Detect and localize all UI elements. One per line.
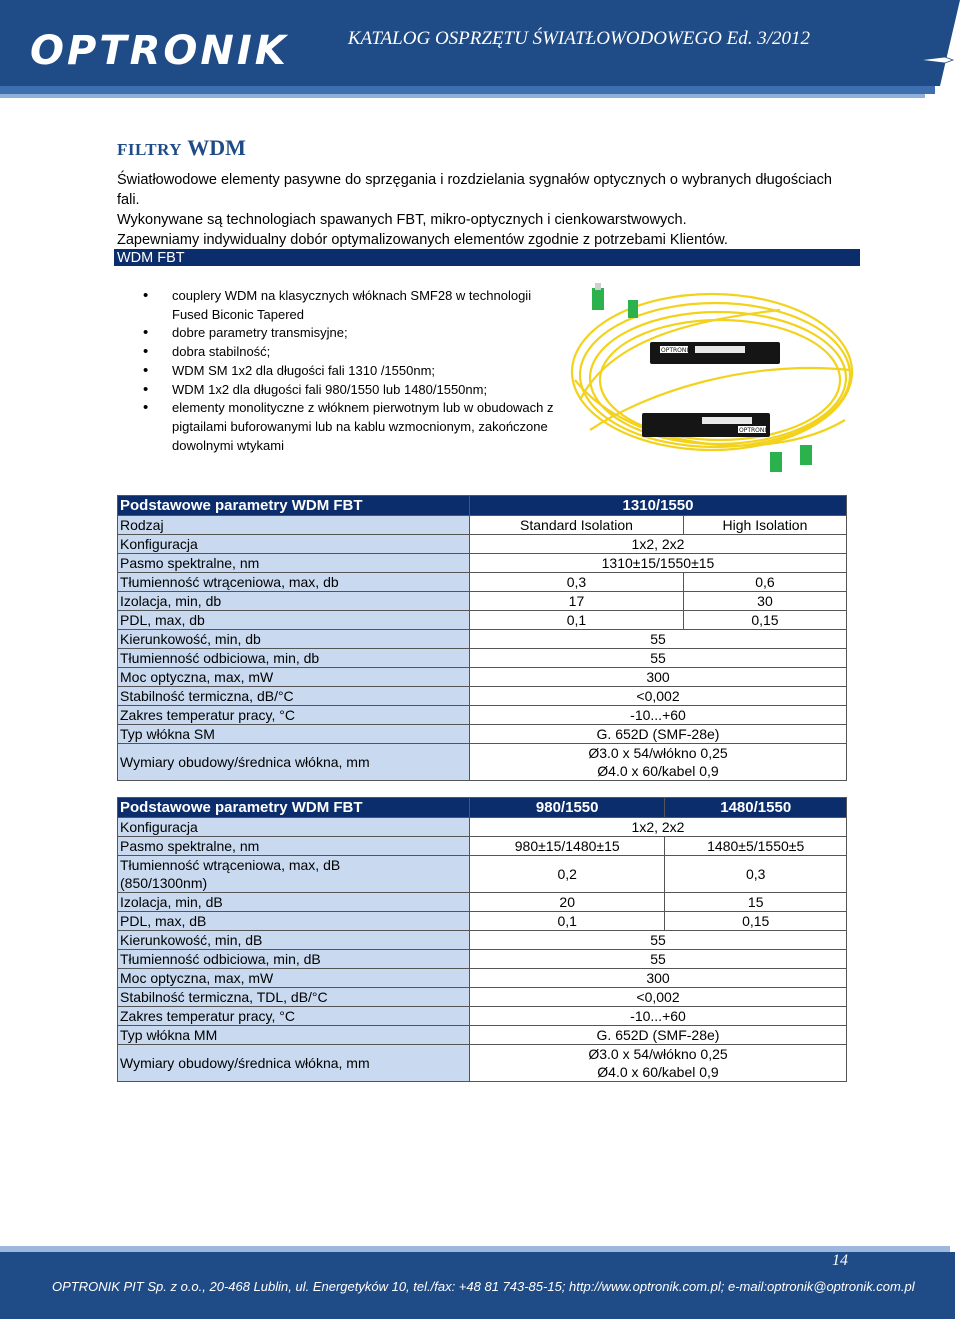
cell-standard: 0,1 — [470, 611, 684, 630]
table-row — [118, 893, 847, 912]
cell-1480: 1480±5/1550±5 — [665, 837, 847, 856]
row-label: PDL, max, dB — [118, 912, 470, 931]
cell-value: <0,002 — [470, 988, 847, 1007]
cell-1480: 0,3 — [665, 856, 847, 893]
device-label: OPTRONIK — [739, 427, 771, 434]
table-row — [118, 837, 847, 856]
row-label: Tłumienność odbiciowa, min, db — [118, 649, 470, 668]
cell-980: 0,1 — [470, 912, 665, 931]
cell-1480: 0,15 — [665, 912, 847, 931]
table-header-row — [118, 496, 847, 516]
table-row — [118, 912, 847, 931]
row-label: PDL, max, db — [118, 611, 470, 630]
cell-line: Ø4.0 x 60/kabel 0,9 — [597, 1064, 719, 1080]
cell-line: Ø4.0 x 60/kabel 0,9 — [597, 763, 719, 779]
row-label — [118, 856, 470, 893]
table-row — [118, 592, 847, 611]
table-row — [118, 516, 847, 535]
cell-line: Ø3.0 x 54/włókno 0,25 — [588, 745, 728, 761]
page-title — [117, 135, 246, 161]
row-label: Stabilność termiczna, dB/°C — [118, 687, 470, 706]
feature-item: • WDM 1x2 dla długości fali 980/1550 lub 1480/1550nm; — [138, 381, 568, 400]
table-header-1480: 1480/1550 — [665, 798, 847, 818]
cell-value: 55 — [470, 950, 847, 969]
cell-value: 1x2, 2x2 — [470, 818, 847, 837]
table-row — [118, 1045, 847, 1082]
cell-standard: 0,3 — [470, 573, 684, 592]
table-row — [118, 969, 847, 988]
row-label: Moc optyczna, max, mW — [118, 969, 470, 988]
table-row — [118, 535, 847, 554]
cell-value: 1310±15/1550±15 — [470, 554, 847, 573]
table-row — [118, 988, 847, 1007]
row-label: Zakres temperatur pracy, °C — [118, 706, 470, 725]
intro-text — [117, 170, 857, 250]
row-label-line: Tłumienność wtrąceniowa, max, dB — [120, 857, 341, 873]
table-row — [118, 687, 847, 706]
table-row — [118, 573, 847, 592]
intro-line: Światłowodowe elementy pasywne do sprzęgania i rozdzielania sygnałów optycznych o wybranych długościach fali. — [117, 172, 832, 208]
page-title-suffix: WDM — [187, 135, 246, 160]
table-row — [118, 611, 847, 630]
table-row — [118, 818, 847, 837]
row-label: Pasmo spektralne, nm — [118, 837, 470, 856]
table-header-980: 980/1550 — [470, 798, 665, 818]
row-label: Rodzaj — [118, 516, 470, 535]
table-row — [118, 725, 847, 744]
row-label: Kierunkowość, min, db — [118, 630, 470, 649]
table-row — [118, 706, 847, 725]
table-row — [118, 630, 847, 649]
table-row — [118, 554, 847, 573]
footer-email: ; e-mail:optronik@optronik.com.pl — [720, 1279, 915, 1294]
optronik-logo: OPTRONIK — [30, 28, 289, 74]
page-title-prefix: FILTRY — [117, 140, 183, 159]
cell-980: 980±15/1480±15 — [470, 837, 665, 856]
row-label: Konfiguracja — [118, 535, 470, 554]
page-number: 14 — [832, 1252, 848, 1269]
row-label: Kierunkowość, min, dB — [118, 931, 470, 950]
table-header-row — [118, 798, 847, 818]
row-label: Pasmo spektralne, nm — [118, 554, 470, 573]
footer-website-link[interactable]: http://www.optronik.com.pl — [569, 1279, 721, 1294]
row-label: Tłumienność odbiciowa, min, dB — [118, 950, 470, 969]
table-row — [118, 1007, 847, 1026]
section-header-wdm-fbt: WDM FBT — [113, 248, 861, 267]
intro-line: Zapewniamy indywidualny dobór optymalizowanych elementów zgodnie z potrzebami Klientów. — [117, 232, 728, 248]
cell-value: 55 — [470, 649, 847, 668]
feature-item: • dobre parametry transmisyjne; — [138, 324, 568, 343]
row-label: Wymiary obudowy/średnica włókna, mm — [118, 1045, 470, 1082]
cell-1480: 15 — [665, 893, 847, 912]
row-label: Konfiguracja — [118, 818, 470, 837]
table-header-value: 1310/1550 — [470, 496, 847, 516]
catalog-title: KATALOG OSPRZĘTU ŚWIATŁOWODOWEGO Ed. 3/2012 — [347, 28, 810, 49]
row-label: Wymiary obudowy/średnica włókna, mm — [118, 744, 470, 781]
params-table-1310-1550 — [117, 495, 847, 781]
cell-value: 1x2, 2x2 — [470, 535, 847, 554]
page-header — [0, 0, 960, 110]
cell-value — [470, 744, 847, 781]
cell-line: Ø3.0 x 54/włókno 0,25 — [588, 1046, 728, 1062]
cell-value: <0,002 — [470, 687, 847, 706]
footer-contact — [52, 1279, 915, 1294]
cell-value: 55 — [470, 630, 847, 649]
wdm-coupler-photo — [570, 280, 860, 475]
cell-value: -10...+60 — [470, 1007, 847, 1026]
cell-high: 0,15 — [683, 611, 846, 630]
cell-value: G. 652D (SMF-28e) — [470, 1026, 847, 1045]
intro-line: Wykonywane są technologiach spawanych FBT, mikro-optycznych i cienkowarstwowych. — [117, 212, 687, 228]
cell-980: 0,2 — [470, 856, 665, 893]
row-label: Moc optyczna, max, mW — [118, 668, 470, 687]
feature-item: • couplery WDM na klasycznych włóknach SMF28 w technologii Fused Biconic Tapered — [138, 287, 568, 324]
table-row — [118, 668, 847, 687]
table-row — [118, 649, 847, 668]
cell-value — [470, 1045, 847, 1082]
table-row — [118, 1026, 847, 1045]
cell-value: 300 — [470, 668, 847, 687]
cell-standard: Standard Isolation — [470, 516, 684, 535]
cell-high: High Isolation — [683, 516, 846, 535]
table-row — [118, 856, 847, 893]
cell-980: 20 — [470, 893, 665, 912]
cell-value: 300 — [470, 969, 847, 988]
cell-standard: 17 — [470, 592, 684, 611]
table-header-label: Podstawowe parametry WDM FBT — [118, 496, 470, 516]
row-label: Typ włókna MM — [118, 1026, 470, 1045]
row-label: Izolacja, min, dB — [118, 893, 470, 912]
row-label: Stabilność termiczna, TDL, dB/°C — [118, 988, 470, 1007]
pen-icon — [920, 55, 955, 65]
table-row — [118, 931, 847, 950]
cell-value: 55 — [470, 931, 847, 950]
footer-company: OPTRONIK PIT Sp. z o.o., 20-468 Lublin, ul. Energetyków 10, tel./fax: +48 81 743-85-15; — [52, 1279, 570, 1294]
header-stripe — [0, 86, 935, 94]
cell-high: 30 — [683, 592, 846, 611]
table-row — [118, 744, 847, 781]
device-label: OPTRONIK — [661, 347, 693, 354]
feature-item: • elementy monolityczne z włóknem pierwotnym lub w obudowach z pigtailami buforowanymi lub na kablu wzmocnionym, zakończone dowolnymi wtykami — [138, 399, 568, 455]
cell-value: G. 652D (SMF-28e) — [470, 725, 847, 744]
cell-value: -10...+60 — [470, 706, 847, 725]
params-table-980-1480 — [117, 797, 847, 1082]
header-stripe-light — [0, 94, 925, 98]
feature-item: • dobra stabilność; — [138, 343, 568, 362]
row-label: Zakres temperatur pracy, °C — [118, 1007, 470, 1026]
row-label: Tłumienność wtrąceniowa, max, db — [118, 573, 470, 592]
table-header-label: Podstawowe parametry WDM FBT — [118, 798, 470, 818]
row-label: Typ włókna SM — [118, 725, 470, 744]
cell-high: 0,6 — [683, 573, 846, 592]
feature-item: • WDM SM 1x2 dla długości fali 1310 /1550nm; — [138, 362, 568, 381]
row-label-line: (850/1300nm) — [120, 875, 208, 891]
feature-list — [138, 287, 568, 455]
row-label: Izolacja, min, db — [118, 592, 470, 611]
table-row — [118, 950, 847, 969]
